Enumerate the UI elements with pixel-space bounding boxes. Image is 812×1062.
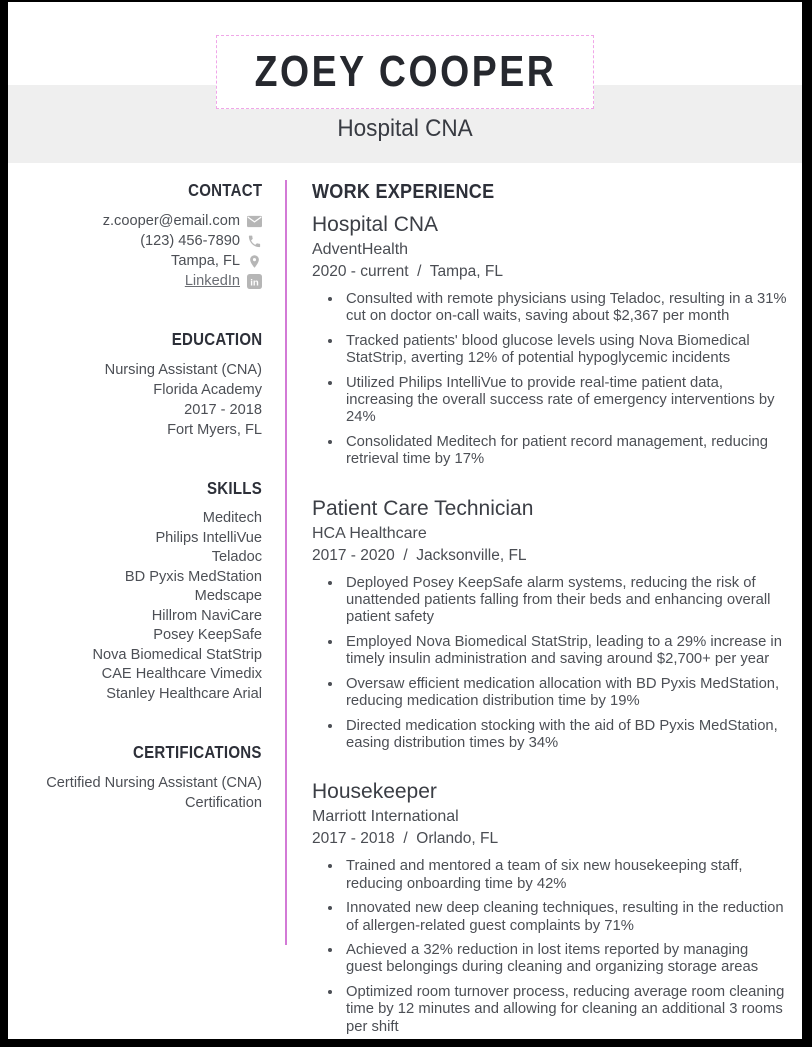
- education-section: [42, 329, 262, 440]
- job-bullet: • Oversaw efficient medication allocation with BD Pyxis MedStation, reducing medication distribution time by 19%: [343, 675, 788, 711]
- skill-item: Teladoc: [211, 549, 262, 565]
- job-bullet: • Optimized room turnover process, reducing average room cleaning time by 12 minutes and allowing for cleaning an additional 3 rooms per shift: [343, 983, 788, 1036]
- job-dates-location: 2017 - 2020 / Jacksonville, FL: [312, 546, 527, 564]
- skill-item: Hillrom NaviCare: [151, 607, 262, 624]
- contact-linkedin-row: [42, 271, 262, 291]
- contact-email-label: z.cooper@email.com: [102, 213, 240, 229]
- job-bullet: • Trained and mentored a team of six new housekeeping staff, reducing onboarding time by 42%: [343, 857, 788, 893]
- certifications-heading: CERTIFICATIONS: [133, 742, 262, 762]
- job-dates-location: 2020 - current / Tampa, FL: [312, 263, 503, 280]
- job-entry: [312, 778, 788, 1036]
- skill-item: Posey KeepSafe: [153, 627, 262, 643]
- job-dates-location: 2017 - 2018 / Orlando, FL: [312, 830, 499, 848]
- contact-phone-row: [42, 231, 262, 251]
- email-icon: [247, 214, 262, 229]
- skill-item: Medscape: [194, 588, 262, 604]
- job-entry: [312, 211, 788, 469]
- job-bullet: • Tracked patients' blood glucose levels using Nova Biomedical StatStrip, averting 12% of potential hypoglycemic incidents: [343, 332, 788, 368]
- skill-item: Stanley Healthcare Arial: [106, 685, 262, 702]
- job-company: HCA Healthcare: [312, 524, 427, 542]
- job-company: Marriott International: [312, 808, 459, 826]
- skill-item: CAE Healthcare Vimedix: [101, 666, 262, 682]
- education-location: Fort Myers, FL: [167, 422, 262, 438]
- work-experience-column: [287, 180, 802, 1062]
- contact-email-row: [42, 211, 262, 231]
- contact-heading: CONTACT: [187, 180, 262, 200]
- contact-phone-label: (123) 456-7890: [140, 233, 240, 249]
- skills-heading: SKILLS: [206, 478, 262, 498]
- job-title: Hospital CNA: [312, 213, 439, 236]
- certifications-section: [42, 742, 262, 813]
- job-bullet-list: [312, 857, 788, 1036]
- job-bullet: • Consolidated Meditech for patient record management, reducing retrieval time by 17%: [343, 433, 788, 469]
- content-columns: [8, 180, 802, 1062]
- job-entry: [312, 495, 788, 753]
- linkedin-icon: [247, 274, 262, 289]
- job-title: Patient Care Technician: [312, 496, 534, 520]
- phone-icon: [247, 234, 262, 249]
- certification-item: Certified Nursing Assistant (CNA) Certification: [46, 775, 262, 811]
- job-bullet: • Innovated new deep cleaning techniques, resulting in the reduction of allergen-related guest complaints by 71%: [343, 899, 788, 935]
- job-company: AdventHealth: [312, 241, 409, 258]
- candidate-title: Hospital CNA: [337, 115, 473, 142]
- education-dates: 2017 - 2018: [184, 402, 262, 418]
- header: [8, 2, 802, 163]
- job-title: Housekeeper: [312, 780, 437, 804]
- sidebar: [8, 180, 262, 851]
- job-bullet: • Deployed Posey KeepSafe alarm systems, reducing the risk of unattended patients falling from their beds and enhancing overall patient safety: [343, 574, 788, 627]
- skills-section: [42, 478, 262, 704]
- skill-item: Nova Biomedical StatStrip: [92, 646, 262, 663]
- job-bullet: • Achieved a 32% reduction in lost items reported by managing guest belongings during cleaning and organizing storage areas: [343, 941, 788, 977]
- education-school: Florida Academy: [153, 382, 262, 398]
- job-bullet: • Consulted with remote physicians using Teladoc, resulting in a 31% cut on doctor on-call waits, saving about $2,367 per month: [343, 290, 788, 326]
- svg-text:in: in: [250, 276, 259, 288]
- job-bullet-list: [312, 290, 788, 469]
- location-pin-icon: [247, 254, 262, 269]
- skill-item: BD Pyxis MedStation: [124, 568, 262, 585]
- education-heading: EDUCATION: [171, 329, 262, 349]
- contact-section: [42, 180, 262, 291]
- job-bullet: • Employed Nova Biomedical StatStrip, leading to a 29% increase in timely insulin administration and saving around $2,700+ per year: [343, 633, 788, 669]
- contact-location-row: [42, 251, 262, 271]
- skill-item: Philips IntelliVue: [155, 529, 262, 546]
- candidate-name: ZOEY COOPER: [254, 47, 556, 96]
- skill-item: Meditech: [202, 510, 262, 526]
- linkedin-link[interactable]: LinkedIn: [184, 273, 240, 289]
- name-box: [216, 35, 594, 109]
- job-bullet: • Directed medication stocking with the aid of BD Pyxis MedStation, easing distribution times by 34%: [343, 717, 788, 753]
- education-degree: Nursing Assistant (CNA): [104, 362, 262, 378]
- work-experience-heading: WORK EXPERIENCE: [312, 180, 495, 203]
- job-bullet: • Utilized Philips IntelliVue to provide real-time patient data, increasing the overall success rate of emergency interventions by 24%: [343, 374, 788, 427]
- job-bullet-list: [312, 574, 788, 753]
- contact-location-label: Tampa, FL: [171, 253, 240, 269]
